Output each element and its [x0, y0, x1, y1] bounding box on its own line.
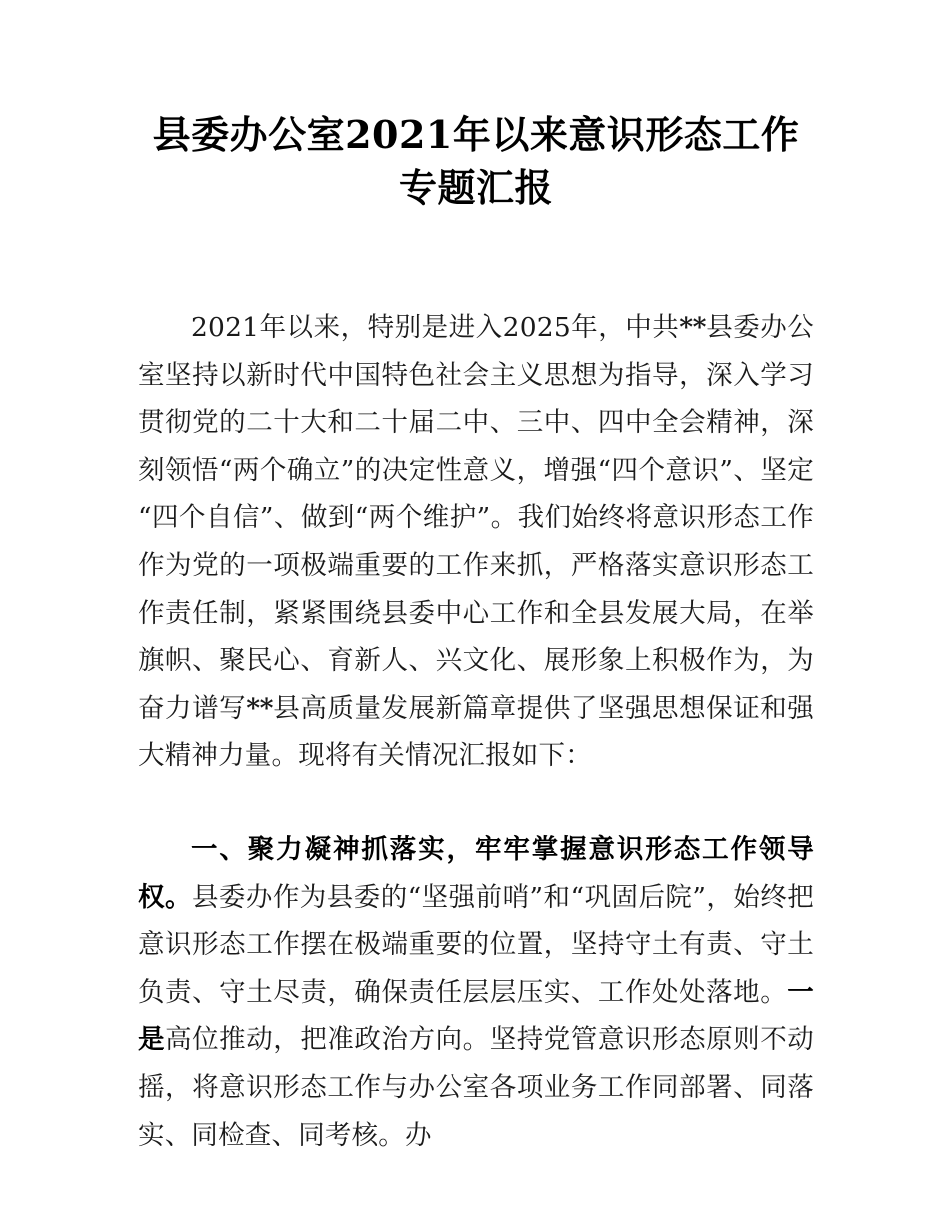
emphasis-text: 一是 — [138, 976, 814, 1056]
page-title: 县委办公室2021年以来意识形态工作专题汇报 — [152, 112, 800, 210]
paragraph-section-one: 一、聚力凝神抓落实，牢牢掌握意识形态工作领导权。县委办作为县委的“坚强前哨”和“巩固后院”，始终把意识形态工作摆在极端重要的位置，坚持守土有责、守土负责、守土尽责，确保责任层层压实、工作处处落地。一是高位推动，把准政治方向。坚持党管意识形态原则不动摇，将意识形态工作与办公室各项业务工作同部署、同落实、同检查、同考核。办 — [138, 833, 814, 1151]
redacted-name-marker: ** — [679, 312, 706, 343]
document-body — [138, 0, 814, 1159]
emphasis-text: 一、聚力凝神抓落实，牢牢掌握意识形态工作领导权。 — [138, 833, 814, 913]
redacted-name-marker: ** — [246, 692, 273, 724]
paragraph-intro: 2021年以来，特别是进入2025年，中共**县委办公室坚持以新时代中国特色社会主义思想为指导，深入学习贯彻党的二十大和二十届二中、三中、四中全会精神，深刻领悟“两个确立”的决定性意义，增强“四个意识”、坚定“四个自信”、做到“两个维护”。我们始终将意识形态工作作为党的一项极端重要的工作来抓，严格落实意识形态工作责任制，紧紧围绕县委中心工作和全县发展大局，在举旗帜、聚民心、育新人、兴文化、展形象上积极作为，为奋力谱写**县高质量发展新篇章提供了坚强思想保证和强大精神力量。现将有关情况汇报如下： — [138, 312, 814, 772]
